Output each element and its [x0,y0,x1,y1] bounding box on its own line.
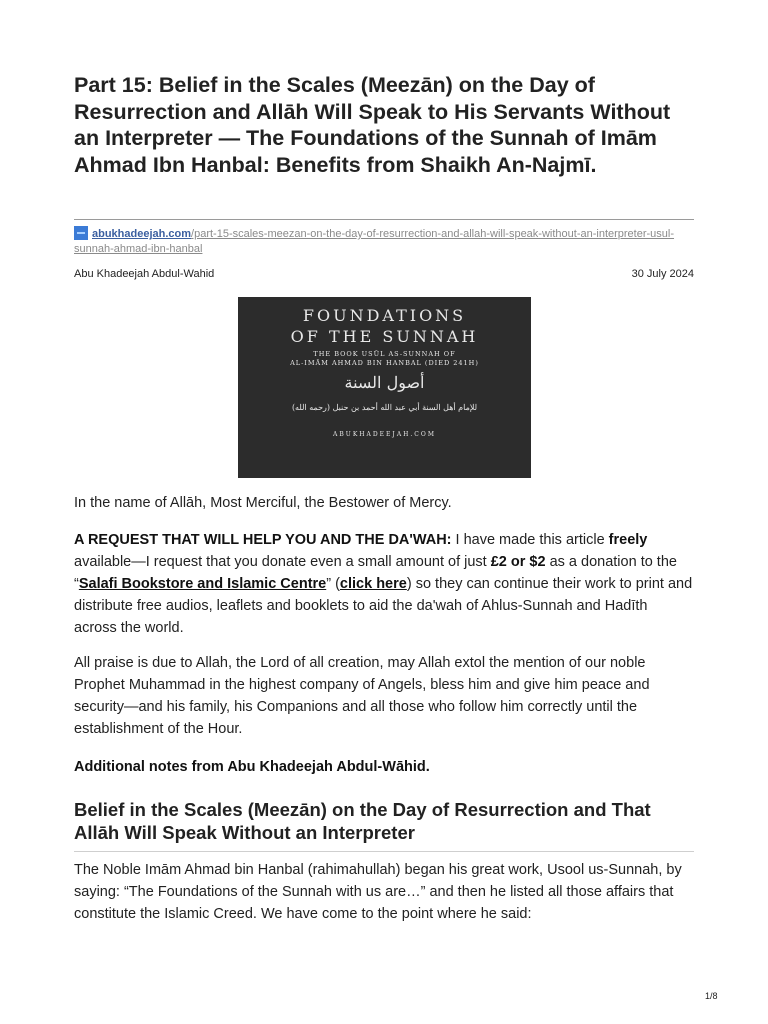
request-text-5: ) so they can continue their work to print and distribute free audios, leaflets and booklets to aid the da'wah of Ahlus-Sunnah and Hadīth across the world. [74,576,693,636]
cover-subtitle-line2: AL-IMĀM AHMAD BIN HANBAL (DIED 241H) [290,359,479,367]
cover-arabic-subtitle: للإمام أهل السنة أبي عبد الله أحمد بن حنبل (رحمه الله) [291,403,478,412]
request-amount: £2 or $2 [490,554,546,570]
cover-site: ABUKHADEEJAH.COM [333,431,436,438]
page-number: 1/8 [705,991,718,1001]
cover-subtitle-line1: THE BOOK USŪL AS-SUNNAH OF [313,350,456,358]
publish-date: 30 July 2024 [631,268,694,280]
cover-title-line1: FOUNDATIONS [302,306,467,325]
praise-paragraph: All praise is due to Allah, the Lord of all creation, may Allah extol the mention of our noble Prophet Muhammad in the highest company of Angels, bless him and give him peace and security—and his family, his Companions and all those who follow him correctly until the establishment of the Hour. [74,655,650,737]
donation-request-paragraph [74,529,694,639]
cover-title-line2: OF THE SUNNAH [290,327,479,346]
title-divider [74,219,694,220]
request-freely: freely [608,532,648,548]
basmala-paragraph: In the name of Allāh, Most Merciful, the Bestower of Mercy. [74,495,452,511]
request-lead: A REQUEST THAT WILL HELP YOU AND THE DA'WAH: [74,532,452,548]
cover-image [238,297,531,478]
intro-paragraph: The Noble Imām Ahmad bin Hanbal (rahimahullah) began his great work, Usool us-Sunnah, by saying: “The Foundations of the Sunnah with us are…” and then he listed all those affairs that constitute the Islamic Creed. We have come to the point where he said: [74,862,682,922]
cover-arabic-title: أصول السنة [344,373,425,392]
notes-text: Additional notes from Abu Khadeejah Abdul-Wāhid. [74,759,430,775]
section-heading: Belief in the Scales (Meezān) on the Day of Resurrection and That Allāh Will Speak Without an Interpreter [74,799,651,843]
salafi-bookstore-link[interactable]: Salafi Bookstore and Islamic Centre [78,576,327,592]
page-title: Part 15: Belief in the Scales (Meezān) on the Day of Resurrection and Allāh Will Speak to His Servants Without an Interpreter — The Foundations of the Sunnah of Imām Ahmad Ibn Hanbal: Benefits from Shaikh An-Najmī. [74,73,671,177]
article-meta [74,267,694,281]
click-here-link[interactable]: click here [339,576,407,592]
request-text-4: ” ( [326,576,340,592]
source-domain[interactable]: abukhadeejah.com [92,228,192,240]
notes-paragraph [74,756,694,778]
request-text-3: as a donation to the “ [74,554,677,592]
request-text-2: available—I request that you donate even a small amount of just [74,554,491,570]
source-url[interactable] [74,226,694,257]
source-path[interactable]: /part-15-scales-meezan-on-the-day-of-resurrection-and-allah-will-speak-without-an-interpreter-usul-sunnah-ahmad-ibn-hanbal [74,228,675,255]
site-favicon-icon [74,226,88,240]
request-text-1: I have made this article [451,532,609,548]
author: Abu Khadeejah Abdul-Wahid [74,268,215,280]
section-divider [74,851,694,852]
